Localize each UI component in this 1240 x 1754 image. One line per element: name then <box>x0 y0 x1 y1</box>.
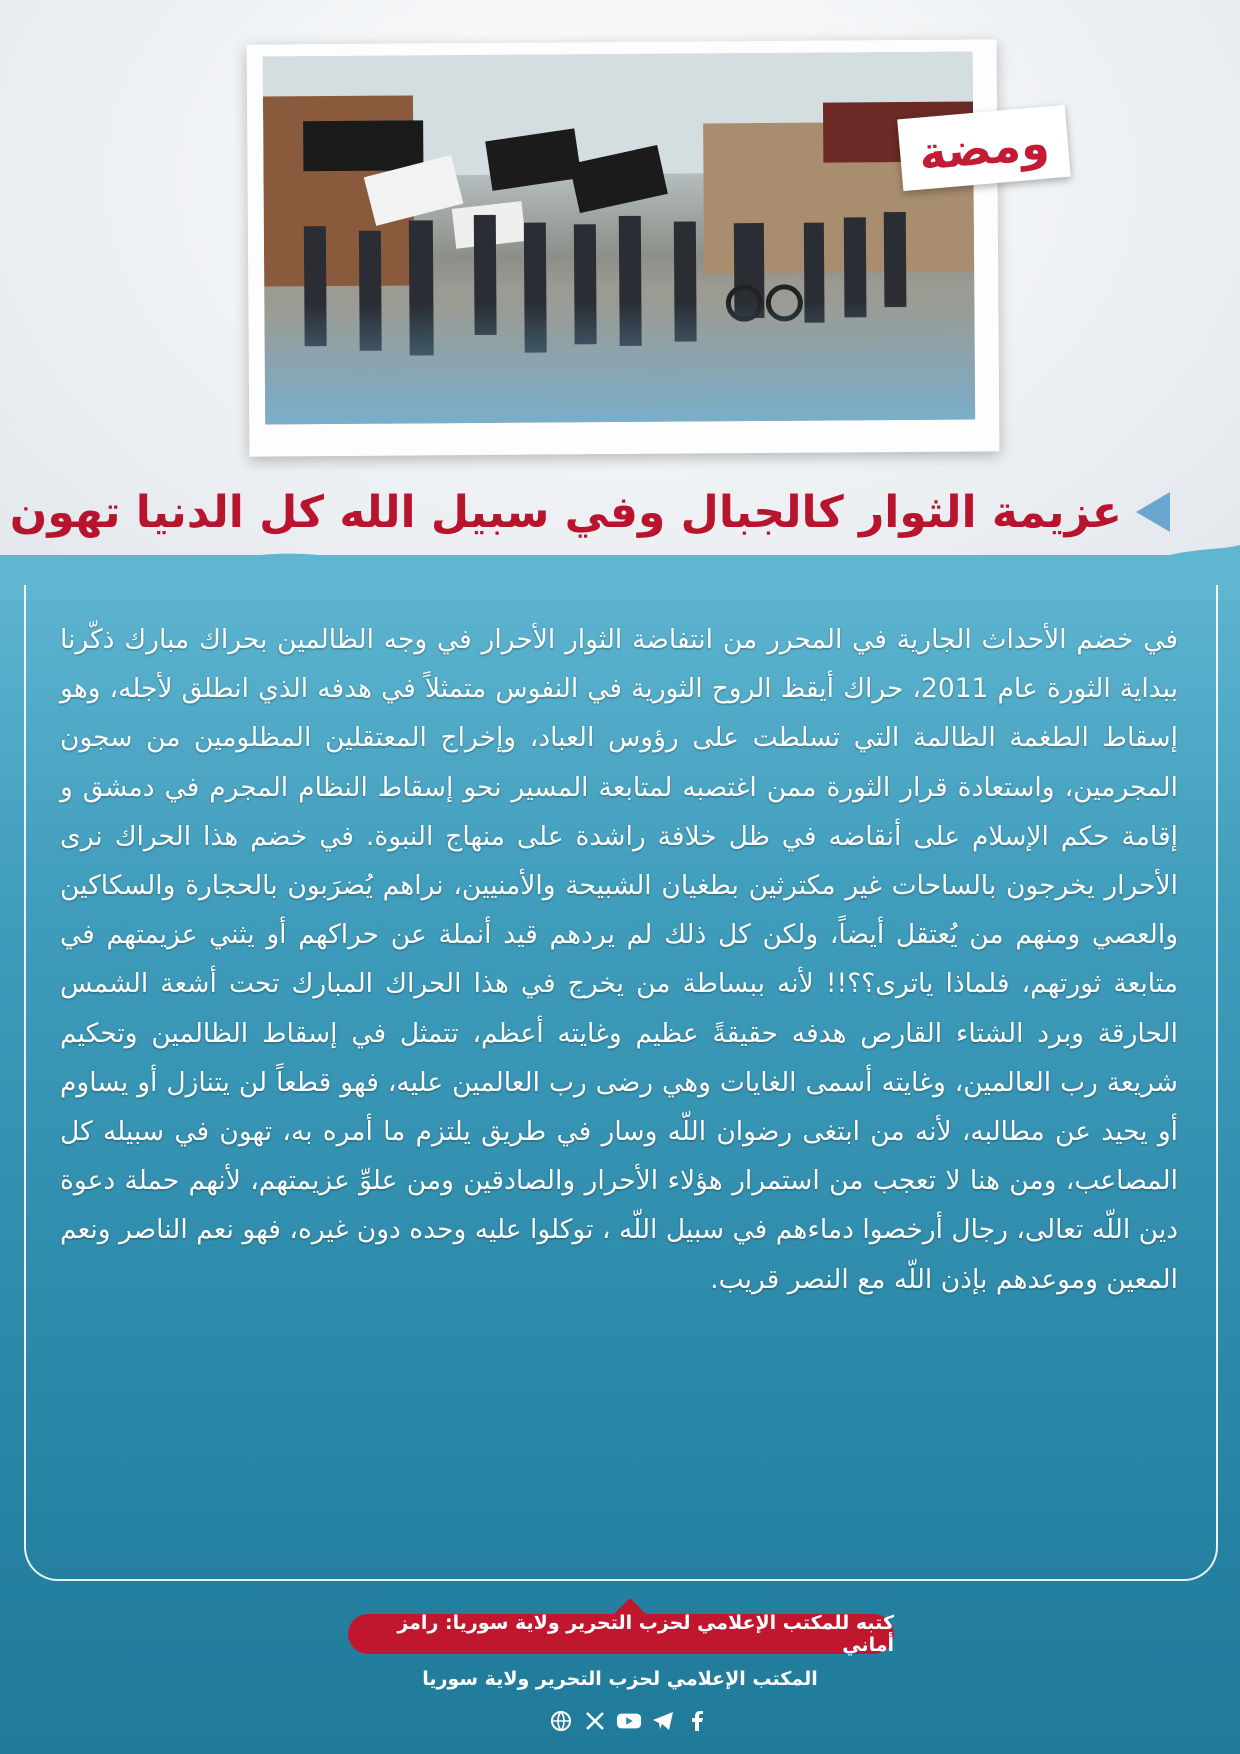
telegram-icon[interactable] <box>650 1708 676 1734</box>
publisher-name: المكتب الإعلامي لحزب التحرير ولاية سوريا <box>422 1668 818 1690</box>
article-title: عزيمة الثوار كالجبال وفي سبيل الله كل الدنيا تهون <box>9 486 1122 538</box>
youtube-icon[interactable] <box>616 1708 642 1734</box>
protest-photo <box>263 52 976 425</box>
social-icons <box>548 1706 710 1736</box>
website-icon[interactable] <box>548 1708 574 1734</box>
article-body: في خضم الأحداث الجارية في المحرر من انتفاضة الثوار الأحرار في وجه الظالمين بحراك مبارك ذكّرنا ببداية الثورة عام 2011، حراك أيقظ الروح الثورية في النفوس متمثلاً في هدفه الذي انطلق لأجله، وهو إسقاط الطغمة الظالمة التي تسلطت على رؤوس العباد، وإخراج المعتقلين المظلومين من سجون المجرمين، واستعادة قرار الثورة ممن اغتصبه لمتابعة المسير نحو إسقاط النظام المجرم في دمشق و إقامة حكم الإسلام على أنقاضه في ظل خلافة راشدة على منهاج النبوة. في خضم هذا الحراك نرى الأحرار يخرجون بالساحات غير مكترثين بطغيان الشبيحة والأمنيين، نراهم يُضرَبون بالحجارة والسكاكين والعصي ومنهم من يُعتقل أيضاً، ولكن كل ذلك لم يردهم قيد أنملة عن حراكهم أو يثني عزيمتهم في متابعة ثورتهم، فلماذا ياترى؟؟!! لأنه ببساطة من يخرج في هذا الحراك المبارك تحت أشعة الشمس الحارقة وبرد الشتاء القارص هدفه حقيقةً عظيم وغايته أعظم، تتمثل في إسقاط الظالمين وتحكيم شريعة رب العالمين، وغايته أسمى الغايات وهي رضى رب العالمين عليه، فهو قطعاً لن يتنازل أو يساوم أو يحيد عن مطالبه، لأنه من ابتغى رضوان اللّه وسار في طريق يلتزم ما أمره به، تهون في سبيله كل المصاعب، ومن هنا لا تعجب من استمرار هؤلاء الأحرار والصادقين ومن علوِّ عزيمتهم، لأنهم حملة دعوة دين اللّه تعالى، رجال أرخصوا دماءهم في سبيل اللّه ، توكلوا عليه وحده دون غيره، فهو نعم الناصر ونعم المعين وموعدهم بإذن اللّه مع النصر قريب. <box>60 624 1178 1295</box>
credit-label: كتبه للمكتب الإعلامي لحزب التحرير ولاية سوريا: رامز أماني <box>397 1612 894 1656</box>
badge-label: ومضة <box>916 115 1052 181</box>
x-icon[interactable] <box>582 1708 608 1734</box>
wamda-badge <box>897 105 1071 191</box>
photo-fade <box>264 300 975 425</box>
author-credit <box>348 1614 894 1654</box>
facebook-icon[interactable] <box>684 1708 710 1734</box>
triangle-icon <box>1136 492 1170 532</box>
title-row <box>10 480 1170 544</box>
photo-frame <box>247 39 1000 456</box>
